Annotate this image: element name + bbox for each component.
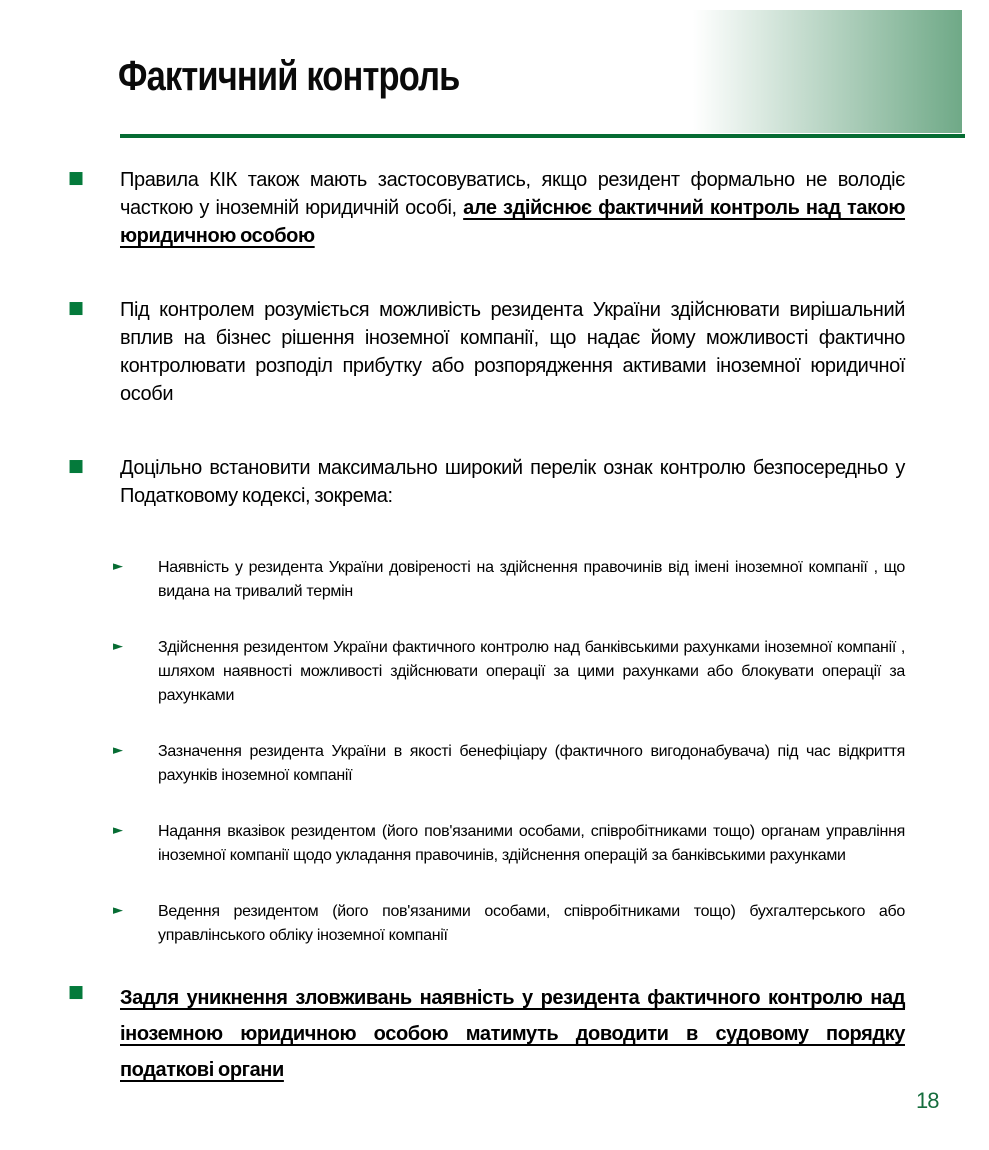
arrow-bullet-icon: ► <box>113 903 123 918</box>
bullet-text: Наявність у резидента України довіреності на здійснення правочинів від імені іноземної компанії , що видана на тривалий термін <box>158 559 905 600</box>
bullet-text: Правила КІК також мають застосовуватись, якщо резидент формально не володіє часткою у іноземній юридичній особі, але здійснює фактичний контроль над такою юридичною особою <box>120 169 906 247</box>
bullet-item <box>68 980 905 1088</box>
sub-bullet-item <box>113 636 905 708</box>
bullet-item <box>68 166 905 250</box>
bullet-item <box>68 296 905 408</box>
sub-bullet-item <box>113 556 905 604</box>
bullet-text: Під контролем розуміється можливість резидента України здійснювати вирішальний вплив на бізнес рішення іноземної компанії, що надає йому можливості фактично контролювати розподіл прибутку або розпорядження активами іноземної юридичної особи <box>120 299 905 405</box>
arrow-bullet-icon: ► <box>113 823 123 838</box>
square-bullet-icon: ■ <box>68 456 85 476</box>
arrow-bullet-icon: ► <box>113 743 123 758</box>
page-number: 18 <box>916 1088 939 1113</box>
page-title: Фактичний контроль <box>118 52 460 99</box>
bullet-text: Доцільно встановити максимально широкий перелік ознак контролю безпосередньо у Податковому кодексі, зокрема: <box>120 457 905 507</box>
square-bullet-icon: ■ <box>68 298 85 318</box>
sub-bullet-item <box>113 740 905 788</box>
bullet-text: Ведення резидентом (його пов'язаними особами, співробітниками тощо) бухгалтерського або управлінського обліку іноземної компанії <box>158 903 905 944</box>
square-bullet-icon: ■ <box>68 168 85 188</box>
arrow-bullet-icon: ► <box>113 559 123 574</box>
title-underline <box>120 134 965 138</box>
bullet-list <box>68 166 905 1134</box>
header-gradient-bar <box>693 10 962 133</box>
bullet-item <box>68 454 905 510</box>
square-bullet-icon: ■ <box>68 982 85 1002</box>
bullet-text: Здійснення резидентом України фактичного контролю над банківськими рахунками іноземної компанії , шляхом наявності можливості здійснювати операції за цими рахунками або блокувати операції за рахунками <box>158 639 905 704</box>
sub-bullet-item <box>113 820 905 868</box>
bullet-text: Надання вказівок резидентом (його пов'язаними особами, співробітниками тощо) органам управління іноземної компанії щодо укладання правочинів, здійснення операцій за банківськими рахунками <box>158 823 905 864</box>
bullet-text: Зазначення резидента України в якості бенефіціару (фактичного вигодонабувача) під час відкриття рахунків іноземної компанії <box>158 743 905 784</box>
arrow-bullet-icon: ► <box>113 639 123 654</box>
bullet-text: Задля уникнення зловживань наявність у резидента фактичного контролю над іноземною юридичною особою матимуть доводити в судовому порядку податкові органи <box>120 987 905 1081</box>
sub-bullet-item <box>113 900 905 948</box>
